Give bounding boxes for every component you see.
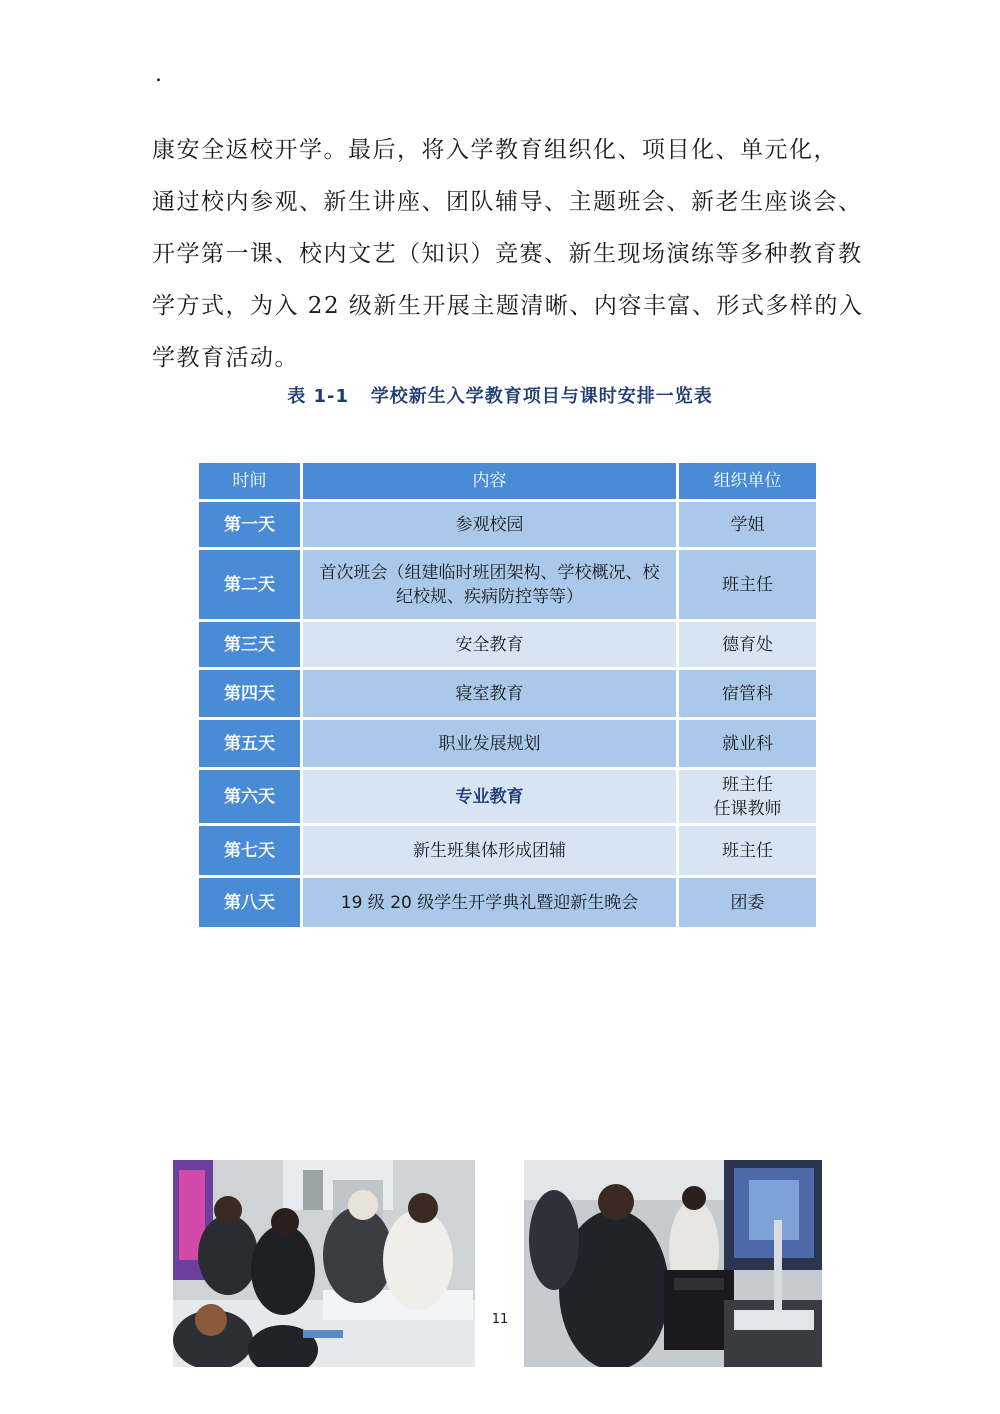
paragraph-line: 通过校内参观、新生讲座、团队辅导、主题班会、新老生座谈会、 [152,189,863,215]
row-day: 第一天 [198,501,302,549]
header-organizer: 组织单位 [678,462,818,501]
registration-photo [173,1160,475,1367]
row-content: 专业教育 [302,769,678,825]
row-content: 职业发展规划 [302,719,678,769]
paragraph-line: 学教育活动。 [152,345,299,371]
row-content: 首次班会（组建临时班团架构、学校概况、校纪校规、疾病防控等等） [302,549,678,621]
table-row [198,669,818,719]
header-time: 时间 [198,462,302,501]
row-day: 第四天 [198,669,302,719]
row-day: 第八天 [198,877,302,929]
row-organizer: 学姐 [678,501,818,549]
table-row [198,769,818,825]
row-content: 新生班集体形成团辅 [302,825,678,877]
checkin-photo [524,1160,822,1367]
row-organizer: 班主任 任课教师 [678,769,818,825]
row-content: 寝室教育 [302,669,678,719]
header-content: 内容 [302,462,678,501]
row-organizer: 宿管科 [678,669,818,719]
row-organizer: 德育处 [678,621,818,669]
row-organizer: 班主任 [678,549,818,621]
row-organizer: 班主任 [678,825,818,877]
table-header-row [198,462,818,501]
schedule-table [196,460,819,930]
row-day: 第二天 [198,549,302,621]
paragraph-line: 开学第一课、校内文艺（知识）竞赛、新生现场演练等多种教育教 [152,241,863,267]
table-row [198,501,818,549]
paragraph-line: 学方式，为入 22 级新生开展主题清晰、内容丰富、形式多样的入 [152,293,864,319]
table-row [198,877,818,929]
row-day: 第六天 [198,769,302,825]
paragraph-line: 康安全返校开学。最后，将入学教育组织化、项目化、单元化， [152,137,838,163]
table-row [198,825,818,877]
row-content: 19 级 20 级学生开学典礼暨迎新生晚会 [302,877,678,929]
row-content: 参观校园 [302,501,678,549]
bullet-dot: . [155,62,162,87]
table-row [198,621,818,669]
page-number: 11 [491,1312,509,1327]
table-caption: 表 1-1 学校新生入学教育项目与课时安排一览表 [287,386,713,407]
row-organizer: 团委 [678,877,818,929]
table-row [198,549,818,621]
row-content: 安全教育 [302,621,678,669]
row-day: 第三天 [198,621,302,669]
row-day: 第五天 [198,719,302,769]
row-organizer: 就业科 [678,719,818,769]
table-row [198,719,818,769]
body-paragraph [152,124,864,384]
row-day: 第七天 [198,825,302,877]
